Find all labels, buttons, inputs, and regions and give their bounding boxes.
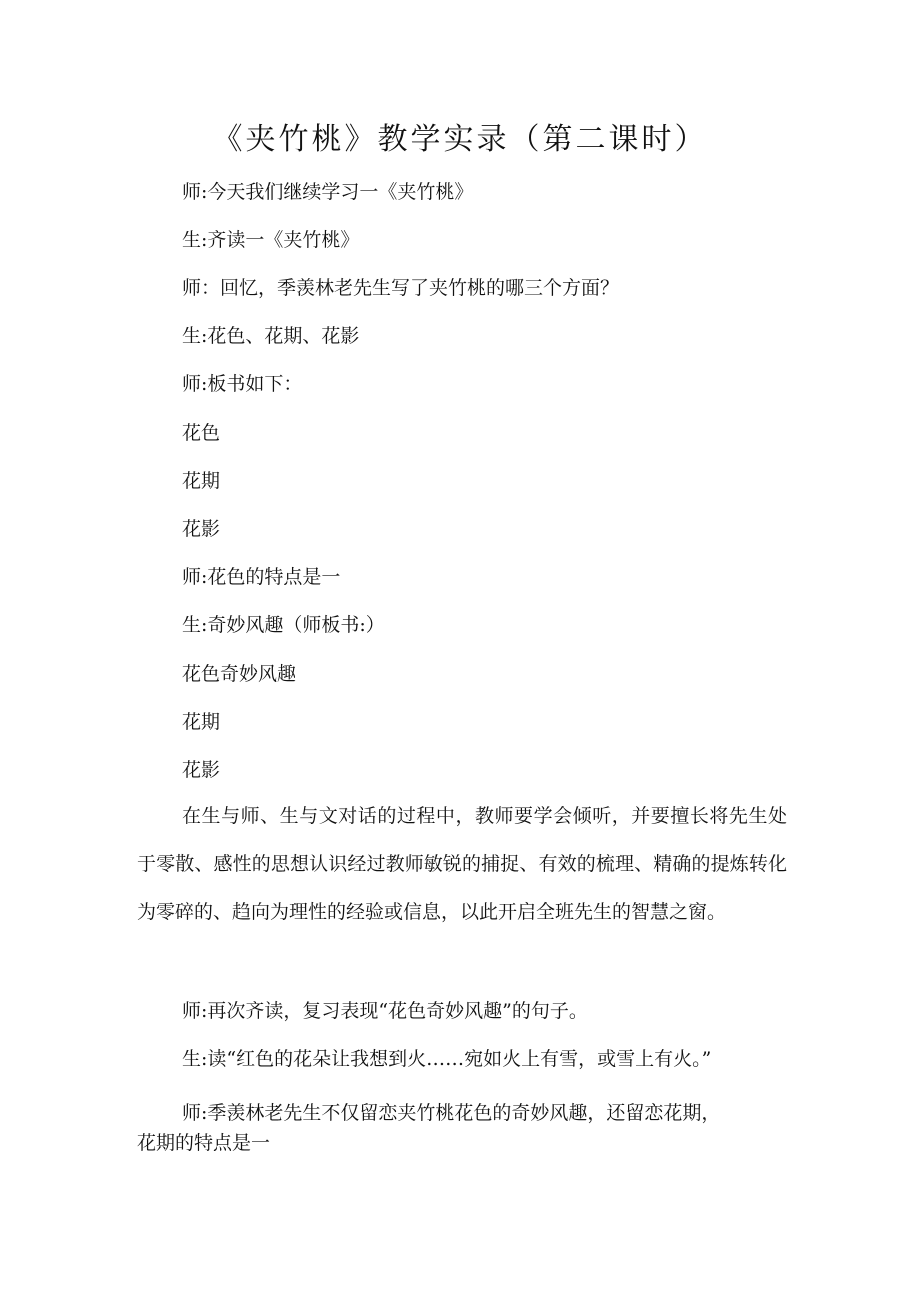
- dialogue-line: 师:板书如下：: [182, 373, 303, 395]
- commentary-paragraph: 在生与师、生与文对话的过程中，教师要学会倾听，并要擅长将先生处于零散、感性的思想认识经过教师敏锐的捕捉、有效的梳理、精确的提炼转化为零碎的、趋向为理性的经验或信息，以此开启全班先生的智慧之窗。: [137, 805, 787, 923]
- board-item: 花影: [182, 759, 221, 781]
- dialogue-line: 生:花色、花期、花影: [182, 325, 360, 347]
- board-item: 花色: [182, 422, 221, 444]
- board-item: 花期: [182, 470, 221, 492]
- dialogue-line: 师:今天我们继续学习一《夹竹桃》: [182, 181, 474, 203]
- board-item: 花色奇妙风趣: [182, 663, 297, 685]
- dialogue-line: 师：回忆，季羡林老先生写了夹竹桃的哪三个方面？: [182, 277, 620, 299]
- dialogue-line: 师:花色的特点是一: [182, 566, 341, 588]
- board-item: 花期: [182, 711, 221, 733]
- document-title: 《夹竹桃》教学实录（第二课时）: [212, 122, 708, 157]
- board-item: 花影: [182, 518, 221, 540]
- dialogue-line: 生:齐读一《夹竹桃》: [182, 229, 360, 251]
- dialogue-line: 生:奇妙风趣（师板书:）: [182, 614, 385, 636]
- dialogue-paragraph: 师:季羡林老先生不仅留恋夹竹桃花色的奇妙风趣，还留恋花期，花期的特点是一: [137, 1102, 721, 1154]
- dialogue-line: 生:读“红色的花朵让我想到火……宛如火上有雪，或雪上有火。”: [182, 1048, 712, 1070]
- dialogue-line: 师:再次齐读，复习表现“花色奇妙风趣”的句子。: [182, 1000, 588, 1022]
